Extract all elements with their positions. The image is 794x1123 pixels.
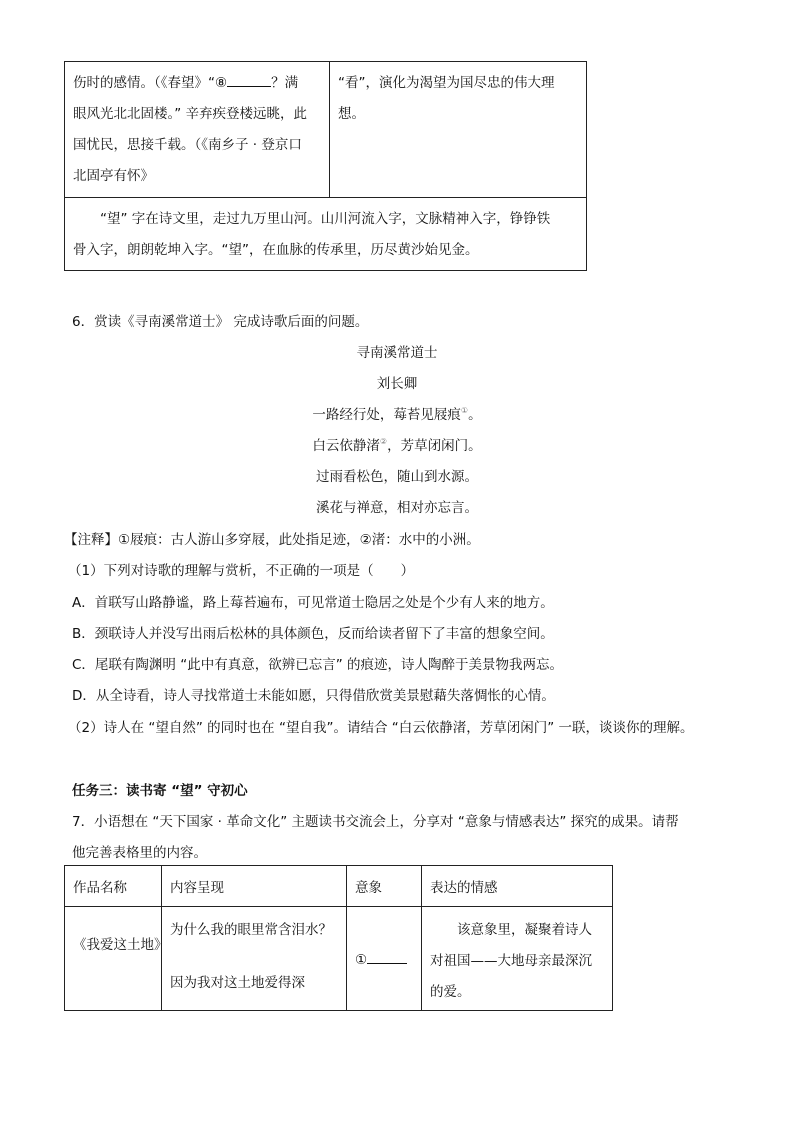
left-line-4: 北固亭有怀》 [73, 168, 154, 184]
left-line-1: 伤时的感情。（《春望》“⑧ [73, 75, 228, 91]
poem-line-4: 溪花与禅意，相对亦忘言。 [316, 500, 478, 516]
header-work: 作品名称 [65, 866, 162, 907]
poem-annotation: 【注释】①屐痕：古人游山多穿屐，此处指足迹，②渚：水中的小洲。 [64, 532, 480, 548]
poem-line-1: 一路经行处，莓苔见屐痕①。 [312, 406, 482, 423]
imagery-table [64, 865, 613, 1011]
option-a[interactable]: A．首联写山路静谧，路上莓苔遍布，可见常道士隐居之处是个少有人来的地方。 [72, 595, 554, 611]
table-header-row [65, 866, 613, 907]
answer-blank-1[interactable] [367, 949, 407, 964]
right-line-1: “看”，演化为渴望为国尽忠的伟大理 [338, 75, 555, 91]
left-line-1-end: ？满 [271, 75, 299, 91]
top-table-summary-cell [65, 198, 587, 271]
content-line-1: 为什么我的眼里常含泪水？ [170, 922, 332, 938]
emotion-line-1: 该意象里，凝聚着诗人 [457, 922, 592, 938]
note-mark-1: ① [460, 406, 469, 415]
note-mark-2: ② [379, 437, 388, 446]
question-7-line-2: 他完善表格里的内容。 [72, 845, 207, 861]
top-table [64, 61, 587, 271]
answer-blank-8[interactable] [227, 72, 271, 87]
left-line-3: 国忧民，思接千载。（《南乡子 · 登京口 [73, 137, 302, 153]
option-c[interactable]: C．尾联有陶渊明 “此中有真意，欲辨已忘言” 的痕迹，诗人陶醉于美景物我两忘。 [72, 657, 563, 673]
emotion-line-2: 对祖国——大地母亲最深沉 [430, 953, 592, 969]
top-table-left-cell [65, 62, 330, 198]
table-row [65, 907, 613, 1011]
sub-question-2: （2）诗人在 “望自然” 的同时也在 “望自我”。请结合 “白云依静渚，芳草闭闲门” 一联，谈谈你的理解。 [68, 720, 694, 736]
summary-line-2: 骨入字，朗朗乾坤入字。“望”，在血脉的传承里，历尽黄沙始见金。 [73, 242, 479, 258]
question-6-prompt: 6．赏读《寻南溪常道士》 完成诗歌后面的问题。 [72, 314, 369, 330]
question-7-line-1: 7．小语想在 “天下国家 · 革命文化” 主题读书交流会上，分享对 “意象与情感表达” 探究的成果。请帮 [72, 814, 679, 830]
poem-title: 寻南溪常道士 [356, 345, 438, 361]
cell-image: ① [347, 907, 422, 1011]
left-line-2: 眼风光北北固楼。” 辛弃疾登楼远眺，此 [73, 106, 308, 122]
cell-content [162, 907, 347, 1011]
poem-line-2: 白云依静渚②，芳草闭闲门。 [312, 437, 482, 454]
cell-emotion [422, 907, 613, 1011]
right-line-2: 想。 [338, 106, 365, 122]
header-content: 内容呈现 [162, 866, 347, 907]
cell-work: 《我爱这土地》 [65, 907, 162, 1011]
poem-line-3: 过雨看松色，随山到水源。 [316, 469, 478, 485]
task-3-heading: 任务三：读书寄 “望” 守初心 [72, 783, 248, 799]
option-b[interactable]: B．颈联诗人并没写出雨后松林的具体颜色，反而给读者留下了丰富的想象空间。 [72, 626, 554, 642]
top-table-right-cell [330, 62, 587, 198]
sub-question-1: （1）下列对诗歌的理解与赏析，不正确的一项是（ ） [68, 563, 415, 579]
header-emotion: 表达的情感 [422, 866, 613, 907]
option-d[interactable]: D．从全诗看，诗人寻找常道士未能如愿，只得借欣赏美景慰藉失落惆怅的心情。 [72, 688, 555, 704]
poem-author: 刘长卿 [376, 376, 418, 392]
header-image: 意象 [347, 866, 422, 907]
summary-line-1: “望” 字在诗文里，走过九万里山河。山川河流入字，文脉精神入字，铮铮铁 [100, 211, 551, 227]
emotion-line-3: 的爱。 [430, 984, 471, 1000]
content-line-2: 因为我对这土地爱得深 [170, 975, 305, 991]
